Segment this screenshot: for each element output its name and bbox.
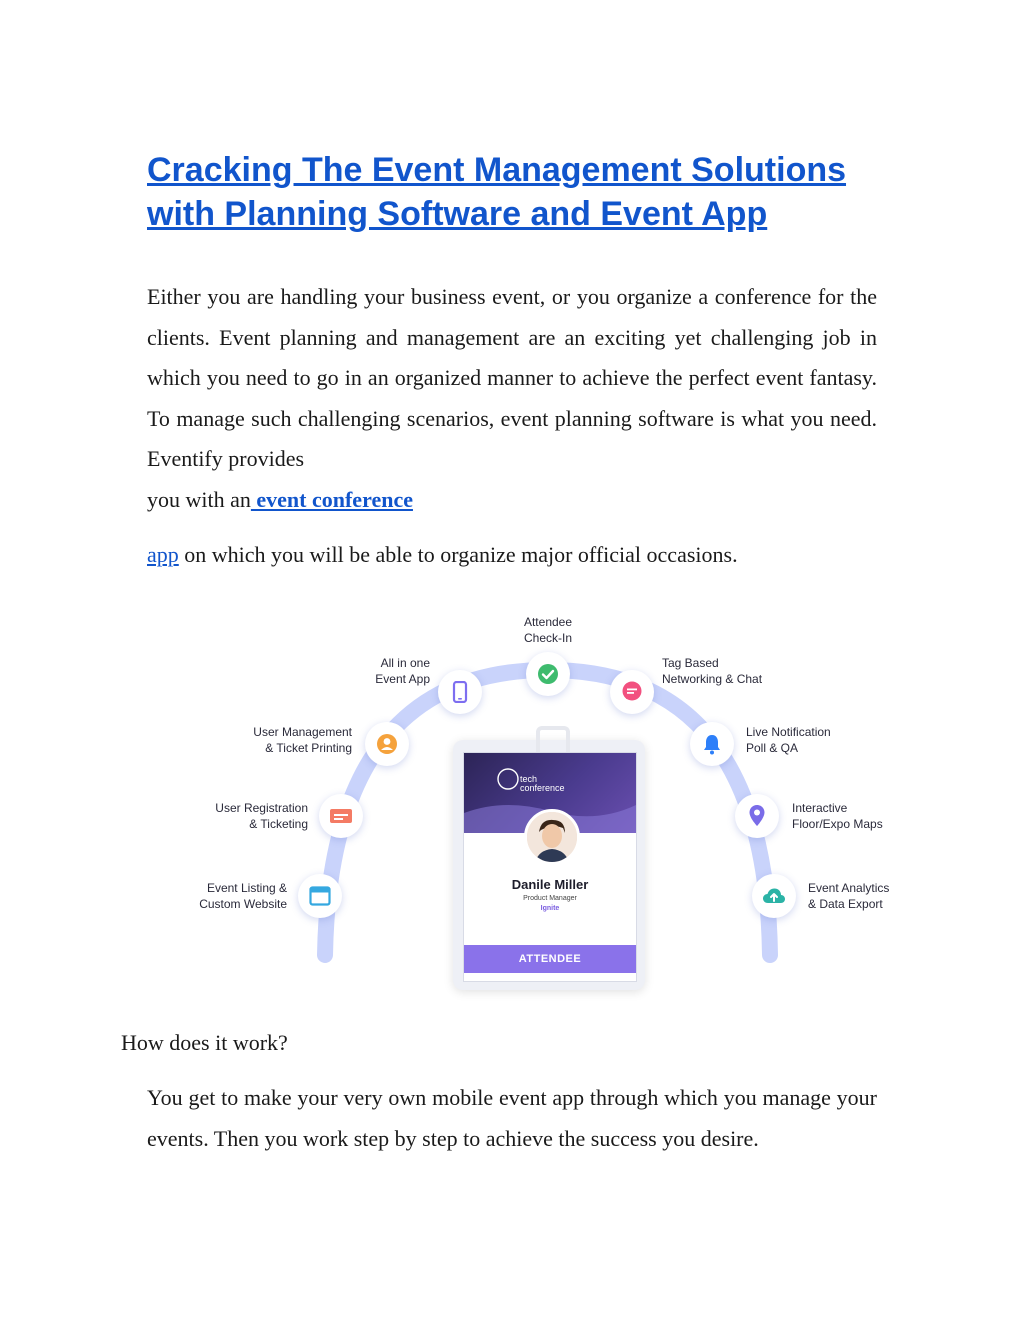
all-in-one-node	[438, 670, 482, 714]
attendee-badge	[453, 740, 645, 990]
check-icon	[537, 663, 559, 685]
event-analytics-node	[752, 874, 796, 918]
feature-label-live-notification: Live Notification Poll & QA	[746, 725, 831, 755]
live-notification-node	[690, 722, 734, 766]
app-link[interactable]: app	[147, 542, 179, 567]
how-it-works-paragraph: You get to make your very own mobile event app through which you manage your events. Then you work step by step to achieve the success you desire.	[147, 1085, 877, 1151]
badge-brand: tech conference	[520, 774, 565, 793]
app-paragraph	[147, 535, 877, 576]
badge-card	[463, 752, 637, 982]
avatar	[524, 809, 580, 865]
event-listing-node	[298, 874, 342, 918]
user-circle-icon	[376, 733, 398, 755]
ticket-icon	[329, 807, 353, 825]
badge-name: Danile Miller	[511, 877, 589, 892]
mobile-phone-icon	[451, 681, 469, 703]
event-app-infographic	[180, 610, 900, 990]
cloud-upload-icon	[762, 887, 786, 905]
attendee-checkin-node	[526, 652, 570, 696]
tag-based-node	[610, 670, 654, 714]
feature-label-user-registration: User Registration & Ticketing	[215, 801, 308, 831]
feature-label-user-management: User Management & Ticket Printing	[253, 725, 352, 755]
intro-paragraph	[147, 277, 877, 520]
badge-role: Product Manager	[523, 895, 577, 902]
feature-label-attendee-checkin: Attendee Check-In	[523, 615, 573, 645]
event-conference-link[interactable]: event conference	[250, 486, 413, 512]
intro-lead-text: you with an	[147, 486, 251, 512]
bell-icon	[702, 733, 722, 755]
user-management-node	[365, 722, 409, 766]
document-title[interactable]: Cracking The Event Management Solutions with Planning Software and Event App	[147, 151, 847, 233]
chat-bubble-icon	[621, 681, 643, 703]
app-paragraph-text: on which you will be able to organize major official occasions.	[178, 542, 738, 567]
feature-label-event-analytics: Event Analytics & Data Export	[808, 881, 890, 911]
feature-label-all-in-one: All in one Event App	[375, 656, 430, 686]
intro-text: Either you are handling your business event, or you organize a conference for the clients. Event planning and management are an exciting yet challenging job in which you need to go in an organized manner to achieve the perfect event fantasy. To manage such challenging scenarios, event planning software is what you need. Eventify provides	[147, 284, 877, 471]
badge-attendee-bar: ATTENDEE	[464, 945, 636, 973]
user-registration-node	[319, 794, 363, 838]
badge-clip	[536, 726, 570, 752]
interactive-maps-node	[735, 794, 779, 838]
how-it-works-heading: How does it work?	[121, 1030, 288, 1055]
browser-window-icon	[309, 886, 331, 906]
location-pin-icon	[748, 804, 766, 828]
feature-label-interactive-maps: Interactive Floor/Expo Maps	[792, 801, 883, 831]
feature-label-event-listing: Event Listing & Custom Website	[199, 881, 287, 911]
badge-org: Ignite	[540, 905, 560, 912]
feature-label-tag-based: Tag Based Networking & Chat	[662, 656, 763, 686]
